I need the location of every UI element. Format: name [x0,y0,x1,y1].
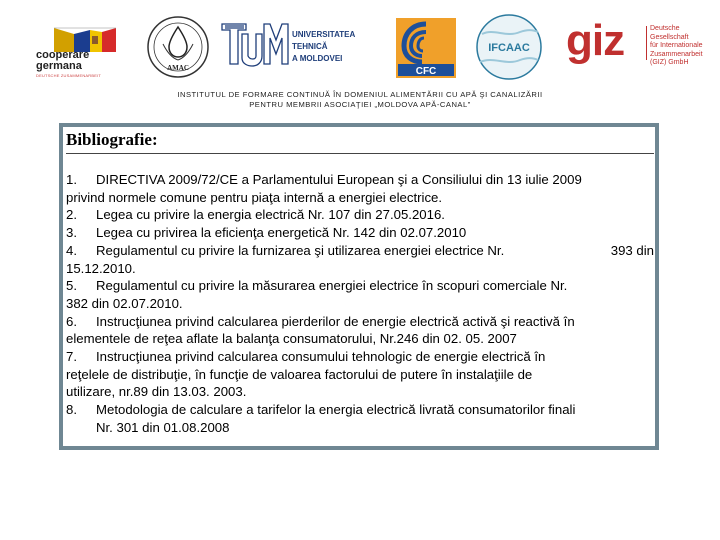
reference-line [66,206,654,224]
reference-body: utilizare, nr.89 din 13.03. 2003. [66,384,247,400]
reference-body: elementele de reţea aflate la balanţa consumatorului, Nr.246 din 02. 05. 2007 [66,331,517,347]
reference-line [66,383,654,401]
svg-text:CFC: CFC [415,66,437,77]
reference-body: Metodologia de calculare a tarifelor la energia electrică livrată consumatorilor finali [96,402,576,418]
reference-text [66,402,575,417]
reference-text [66,172,582,187]
coop-small-text: DEUTSCHE ZUSAMMENARBEIT [36,73,102,78]
reference-body: privind normele comune pentru piaţa internă a energiei electrice. [66,189,443,205]
reference-line [66,224,654,242]
amac-logo [145,14,211,80]
reference-line [66,277,654,295]
institute-line-2: PENTRU MEMBRII ASOCIAŢIEI „MOLDOVA APĂ-CANAL” [249,100,471,109]
reference-text [66,242,504,260]
ifcaac-emblem-icon [468,12,550,82]
reference-line [66,171,654,189]
reference-list [66,171,654,437]
reference-body: DIRECTIVA 2009/72/CE a Parlamentului European şi a Consiliului din 13 iulie 2009 [96,172,582,187]
utm-logo [218,18,390,70]
reference-body: Legea cu privirea la eficienţa energetică Nr. 142 din 02.07.2010 [96,225,467,241]
cfc-logo [394,16,458,80]
institute-line-1: INSTITUTUL DE FORMARE CONTINUĂ ÎN DOMENIUL ALIMENTĂRII CU APĂ ŞI CANALIZĂRII [177,90,543,99]
reference-number: 4. [66,242,77,258]
cfc-emblem-icon [394,16,458,80]
reference-text [66,190,442,205]
reference-body: Instrucţiunea privind calcularea consumului tehnologic de energie electrică în [96,349,546,365]
reference-text [66,384,246,399]
logo-strip [0,0,720,90]
reference-body: reţelele de distribuţie, în funcţie de valoarea factorului de putere în instalaţiile de [66,366,533,382]
reference-line [66,260,654,278]
reference-number: 7. [66,349,77,365]
reference-body: 15.12.2010. [66,260,136,276]
reference-body: Regulamentul cu privire la furnizarea şi utilizarea energiei electrice Nr. [96,242,505,258]
reference-body: 382 din 02.07.2010. [66,295,183,311]
reference-number: 6. [66,313,77,329]
reference-line [66,242,654,260]
reference-body: Legea cu privire la energia electrică Nr. 107 din 27.05.2016. [96,207,445,223]
institute-heading [0,90,720,110]
reference-line [66,313,654,331]
giz-logo [560,16,710,70]
utm-mark-icon [218,18,290,70]
reference-line [66,366,654,384]
reference-text [66,296,183,311]
reference-tail: 393 din [610,242,654,258]
cooperare-germana-text: cooperare germana [36,49,90,72]
reference-number: 5. [66,278,77,294]
svg-text:IFCAAC: IFCAAC [488,42,530,54]
reference-text [66,207,445,222]
reference-text [66,278,567,293]
reference-line [66,348,654,366]
reference-line [66,330,654,348]
reference-body: Instrucţiunea privind calcularea pierderilor de energie electrică activă şi reactivă în [96,313,575,329]
reference-text [66,314,575,329]
cooperare-germana-logo [34,20,134,80]
reference-line [66,295,654,313]
reference-line [66,189,654,207]
reference-text [66,261,136,276]
giz-wordmark: giz [566,16,625,65]
svg-text:AMAC: AMAC [167,64,189,72]
reference-number: 3. [66,225,77,241]
utm-name: UNIVERSITATEA TEHNICĂ A MOLDOVEI [292,30,355,63]
giz-divider [646,26,647,60]
reference-text [66,367,532,382]
amac-emblem-icon [145,14,211,80]
reference-text [66,225,466,240]
reference-text [66,331,517,346]
reference-number: 2. [66,207,77,223]
giz-full-name: Deutsche Gesellschaft für Internationale Zusammenarbeit (GIZ) GmbH [650,25,703,66]
reference-body: Nr. 301 din 01.08.2008 [96,419,230,435]
reference-body: Regulamentul cu privire la măsurarea energiei electrice în scopuri comerciale Nr. [96,278,568,294]
reference-number: 1. [66,172,77,187]
bibliography-title: Bibliografie: [66,130,654,154]
reference-number: 8. [66,402,77,418]
reference-text [66,349,545,364]
reference-line [66,401,654,419]
reference-line [66,419,654,437]
bibliography-section [66,130,654,437]
ifcaac-logo [468,12,550,82]
reference-text [96,420,229,435]
